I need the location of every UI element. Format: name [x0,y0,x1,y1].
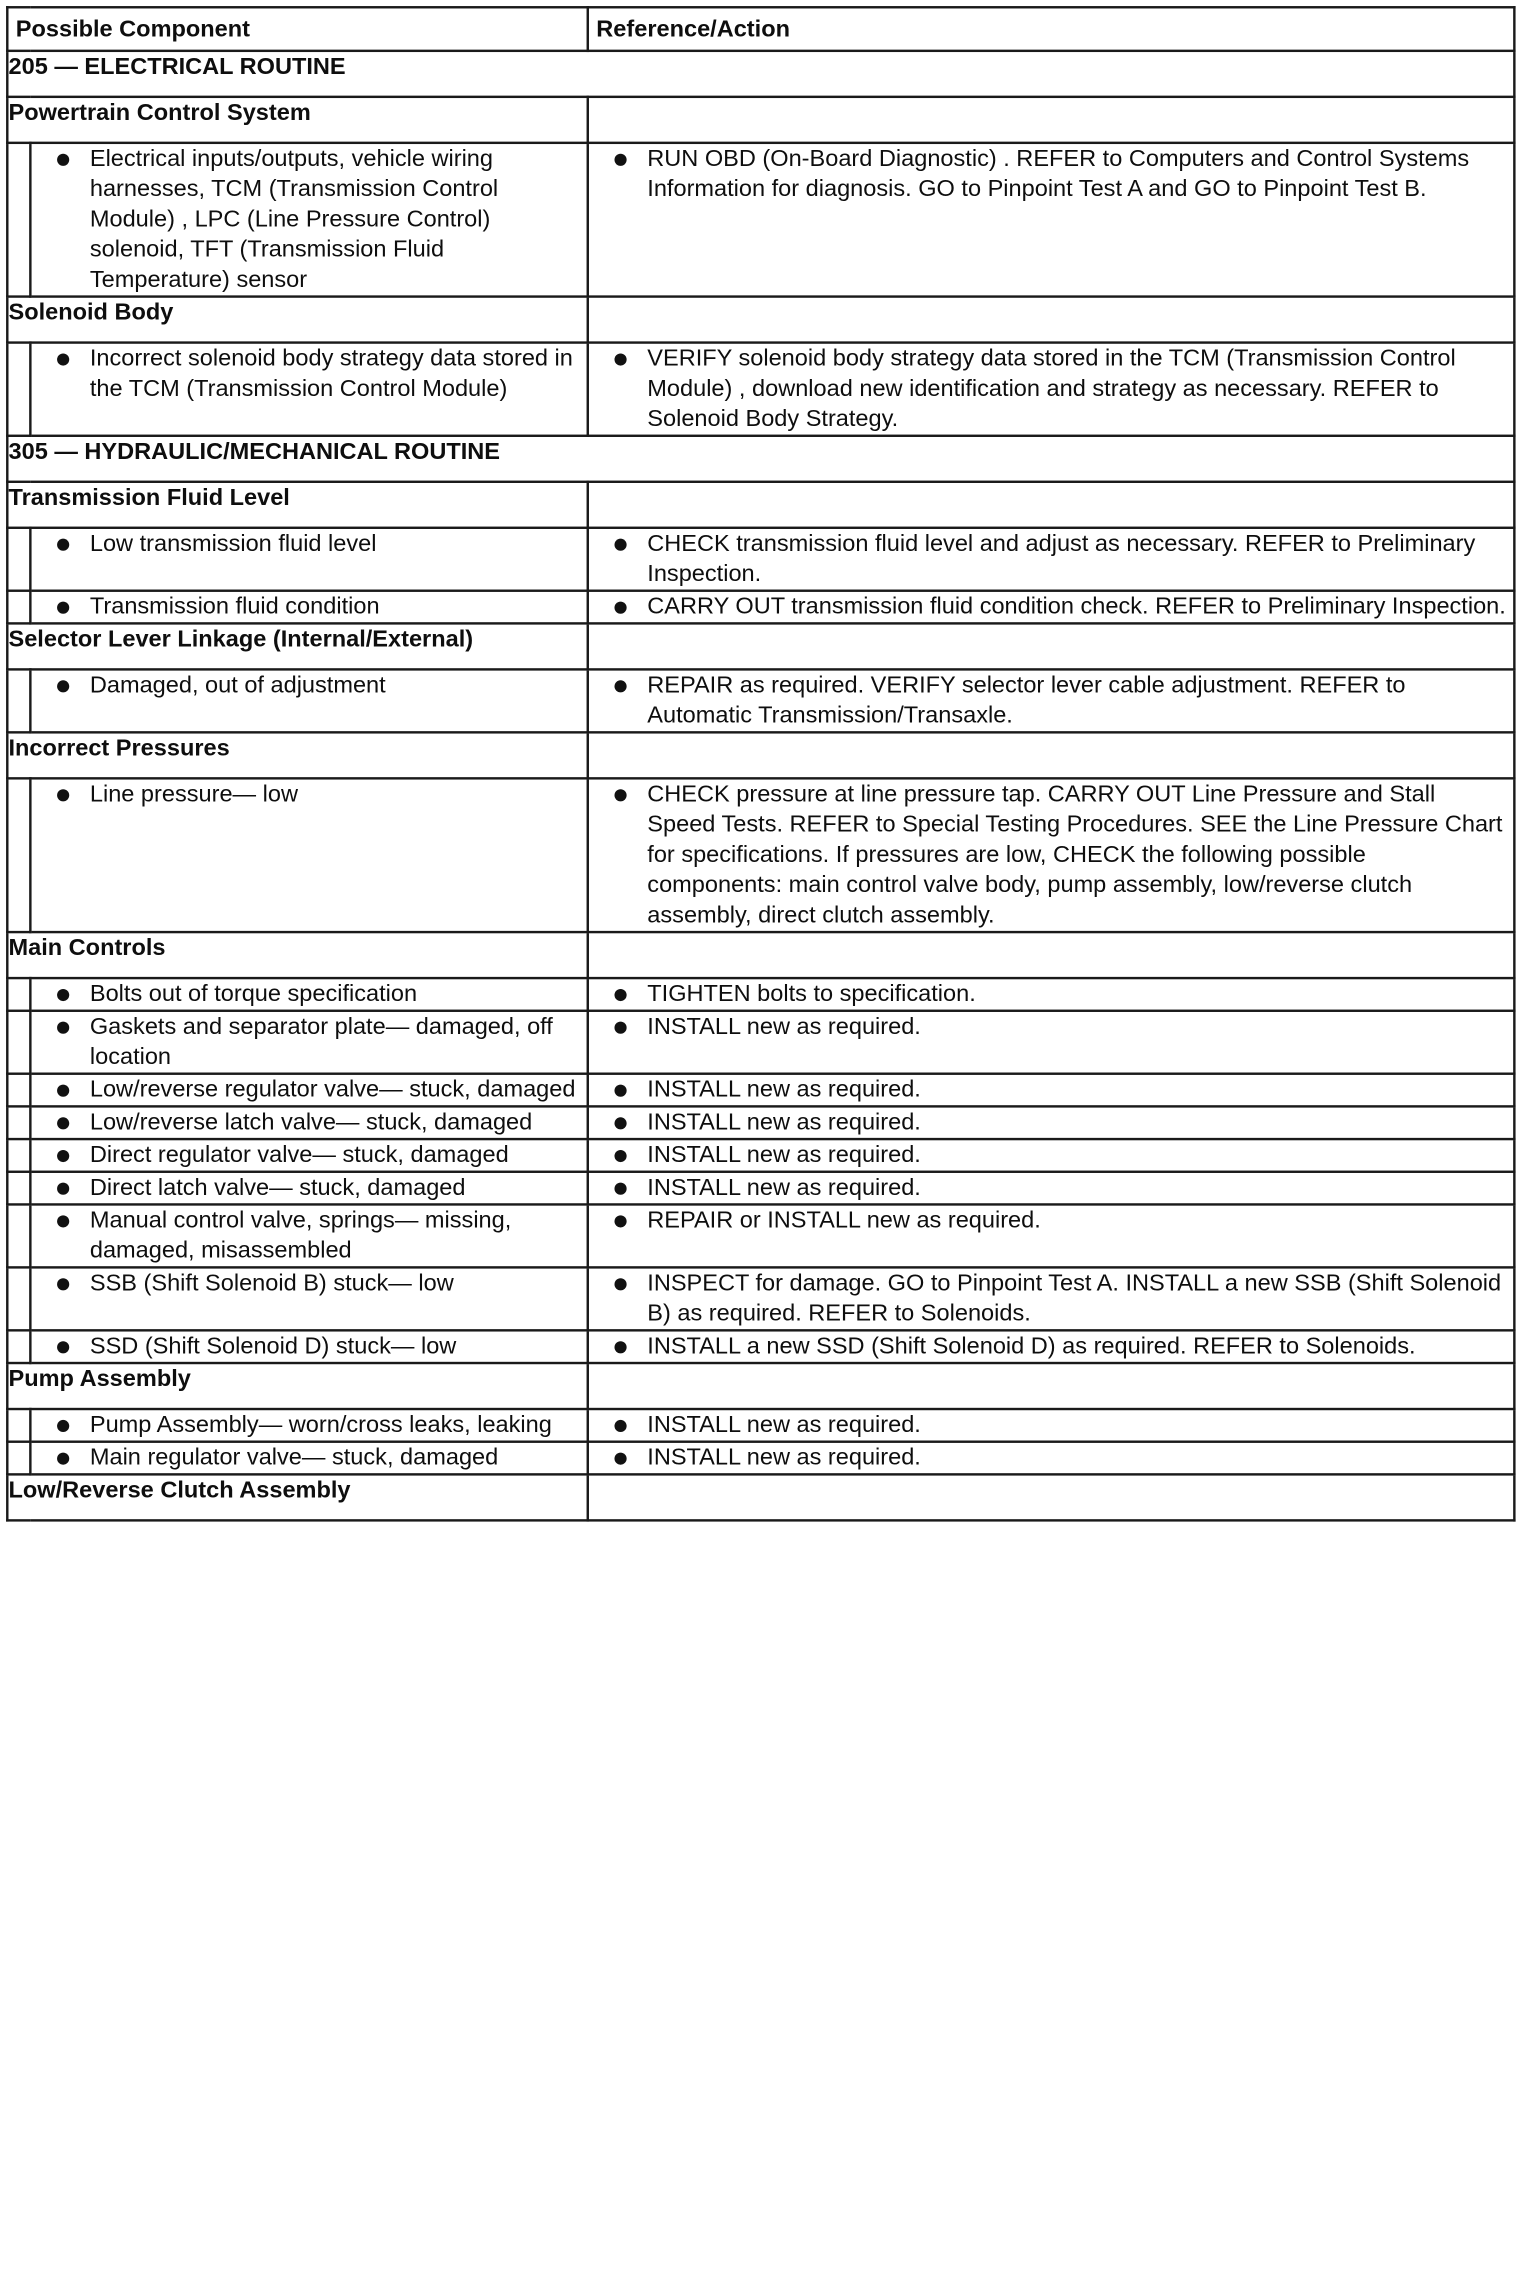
table-row [7,591,1514,624]
action-cell [588,1106,1515,1139]
table-row [7,1172,1514,1205]
table-row [7,778,1514,932]
indent-cell [7,343,30,436]
group-name: Pump Assembly [7,1363,588,1409]
table-body [7,51,1514,1521]
group-name: Incorrect Pressures [7,732,588,778]
component-text: SSD (Shift Solenoid D) stuck— low [32,1332,587,1362]
indent-cell [7,1172,30,1205]
component-text: Main regulator valve— stuck, damaged [32,1443,587,1473]
group-row [7,482,1514,528]
action-cell [588,528,1515,591]
component-text: Manual control valve, springs— missing, damaged, misassembled [32,1206,587,1267]
action-text: INSTALL new as required. [589,1012,1513,1042]
action-text: INSTALL a new SSD (Shift Solenoid D) as required. REFER to Solenoids. [589,1332,1513,1362]
indent-cell [7,1106,30,1139]
action-cell [588,1267,1515,1330]
action-cell [588,778,1515,932]
group-action-empty [588,482,1515,528]
component-text: Electrical inputs/outputs, vehicle wiring harnesses, TCM (Transmission Control Module) , LPC (Line Pressure Control) solenoid, TFT (Transmission Fluid Temperature) sensor [32,144,587,295]
section-title: 305 — HYDRAULIC/MECHANICAL ROUTINE [7,436,1514,482]
action-text: INSTALL new as required. [589,1108,1513,1138]
group-row [7,297,1514,343]
component-text: Pump Assembly— worn/cross leaks, leaking [32,1410,587,1440]
group-name: Selector Lever Linkage (Internal/External) [7,623,588,669]
component-cell [30,1442,587,1475]
indent-cell [7,669,30,732]
action-text: REPAIR or INSTALL new as required. [589,1206,1513,1236]
action-cell [588,343,1515,436]
header-reference-action: Reference/Action [588,7,1515,51]
group-row [7,732,1514,778]
component-cell [30,978,587,1011]
component-text: Low/reverse latch valve— stuck, damaged [32,1108,587,1138]
action-text: INSTALL new as required. [589,1173,1513,1203]
section-title: 205 — ELECTRICAL ROUTINE [7,51,1514,97]
component-text: Direct latch valve— stuck, damaged [32,1173,587,1203]
section-row [7,436,1514,482]
component-cell [30,1267,587,1330]
component-text: Damaged, out of adjustment [32,671,587,701]
group-action-empty [588,97,1515,143]
component-text: Bolts out of torque specification [32,979,587,1009]
component-cell [30,343,587,436]
component-cell [30,1172,587,1205]
component-text: Low/reverse regulator valve— stuck, damaged [32,1075,587,1105]
indent-cell [7,1011,30,1074]
diagnosis-table [6,6,1516,1522]
component-cell [30,669,587,732]
indent-cell [7,1267,30,1330]
group-row [7,1474,1514,1520]
table-row [7,978,1514,1011]
group-action-empty [588,932,1515,978]
table-row [7,669,1514,732]
indent-cell [7,528,30,591]
group-action-empty [588,732,1515,778]
component-text: Low transmission fluid level [32,529,587,559]
component-cell [30,1106,587,1139]
action-cell [588,1139,1515,1172]
component-cell [30,1204,587,1267]
component-cell [30,1139,587,1172]
component-cell [30,778,587,932]
component-text: Gaskets and separator plate— damaged, off location [32,1012,587,1073]
group-row [7,623,1514,669]
table-row [7,1267,1514,1330]
component-cell [30,1409,587,1442]
table-row [7,1139,1514,1172]
table-row [7,1409,1514,1442]
action-text: INSTALL new as required. [589,1140,1513,1170]
component-text: SSB (Shift Solenoid B) stuck— low [32,1269,587,1299]
action-cell [588,1011,1515,1074]
action-cell [588,143,1515,297]
action-cell [588,1409,1515,1442]
group-name: Main Controls [7,932,588,978]
component-cell [30,528,587,591]
component-text: Transmission fluid condition [32,592,587,622]
action-text: CHECK pressure at line pressure tap. CARRY OUT Line Pressure and Stall Speed Tests. REFER to Special Testing Procedures. SEE the Line Pressure Chart for specifications. If pressures are low, CHECK the following possible components: main control valve body, pump assembly, low/reverse clutch assembly, direct clutch assembly. [589,780,1513,931]
table-row [7,1442,1514,1475]
table-row [7,143,1514,297]
indent-cell [7,1442,30,1475]
group-action-empty [588,1363,1515,1409]
action-text: INSTALL new as required. [589,1410,1513,1440]
action-text: CARRY OUT transmission fluid condition check. REFER to Preliminary Inspection. [589,592,1513,622]
action-cell [588,669,1515,732]
component-cell [30,1011,587,1074]
indent-cell [7,1330,30,1363]
action-cell [588,591,1515,624]
indent-cell [7,591,30,624]
table-row [7,343,1514,436]
indent-cell [7,978,30,1011]
table-row [7,1204,1514,1267]
group-action-empty [588,1474,1515,1520]
indent-cell [7,1139,30,1172]
group-action-empty [588,623,1515,669]
action-cell [588,1204,1515,1267]
component-cell [30,143,587,297]
action-text: VERIFY solenoid body strategy data stored in the TCM (Transmission Control Module) , download new identification and strategy as necessary. REFER to Solenoid Body Strategy. [589,344,1513,435]
action-cell [588,1074,1515,1107]
action-cell [588,1330,1515,1363]
action-text: CHECK transmission fluid level and adjust as necessary. REFER to Preliminary Inspection. [589,529,1513,590]
action-cell [588,1442,1515,1475]
action-text: REPAIR as required. VERIFY selector lever cable adjustment. REFER to Automatic Transmission/Transaxle. [589,671,1513,732]
group-name: Solenoid Body [7,297,588,343]
indent-cell [7,778,30,932]
indent-cell [7,1204,30,1267]
component-text: Incorrect solenoid body strategy data stored in the TCM (Transmission Control Module) [32,344,587,405]
group-action-empty [588,297,1515,343]
component-cell [30,591,587,624]
action-text: TIGHTEN bolts to specification. [589,979,1513,1009]
indent-cell [7,1074,30,1107]
action-text: INSTALL new as required. [589,1443,1513,1473]
action-text: INSTALL new as required. [589,1075,1513,1105]
header-possible-component: Possible Component [7,7,588,51]
header-row [7,7,1514,51]
group-row [7,97,1514,143]
table-row [7,1011,1514,1074]
table-row [7,528,1514,591]
action-text: INSPECT for damage. GO to Pinpoint Test A. INSTALL a new SSB (Shift Solenoid B) as required. REFER to Solenoids. [589,1269,1513,1330]
section-row [7,51,1514,97]
table-row [7,1330,1514,1363]
indent-cell [7,1409,30,1442]
indent-cell [7,143,30,297]
group-name: Transmission Fluid Level [7,482,588,528]
action-text: RUN OBD (On-Board Diagnostic) . REFER to Computers and Control Systems Information for diagnosis. GO to Pinpoint Test A and GO to Pinpoint Test B. [589,144,1513,205]
component-cell [30,1074,587,1107]
group-row [7,1363,1514,1409]
action-cell [588,978,1515,1011]
table-row [7,1074,1514,1107]
component-cell [30,1330,587,1363]
table-row [7,1106,1514,1139]
component-text: Line pressure— low [32,780,587,810]
group-name: Low/Reverse Clutch Assembly [7,1474,588,1520]
component-text: Direct regulator valve— stuck, damaged [32,1140,587,1170]
group-name: Powertrain Control System [7,97,588,143]
group-row [7,932,1514,978]
action-cell [588,1172,1515,1205]
